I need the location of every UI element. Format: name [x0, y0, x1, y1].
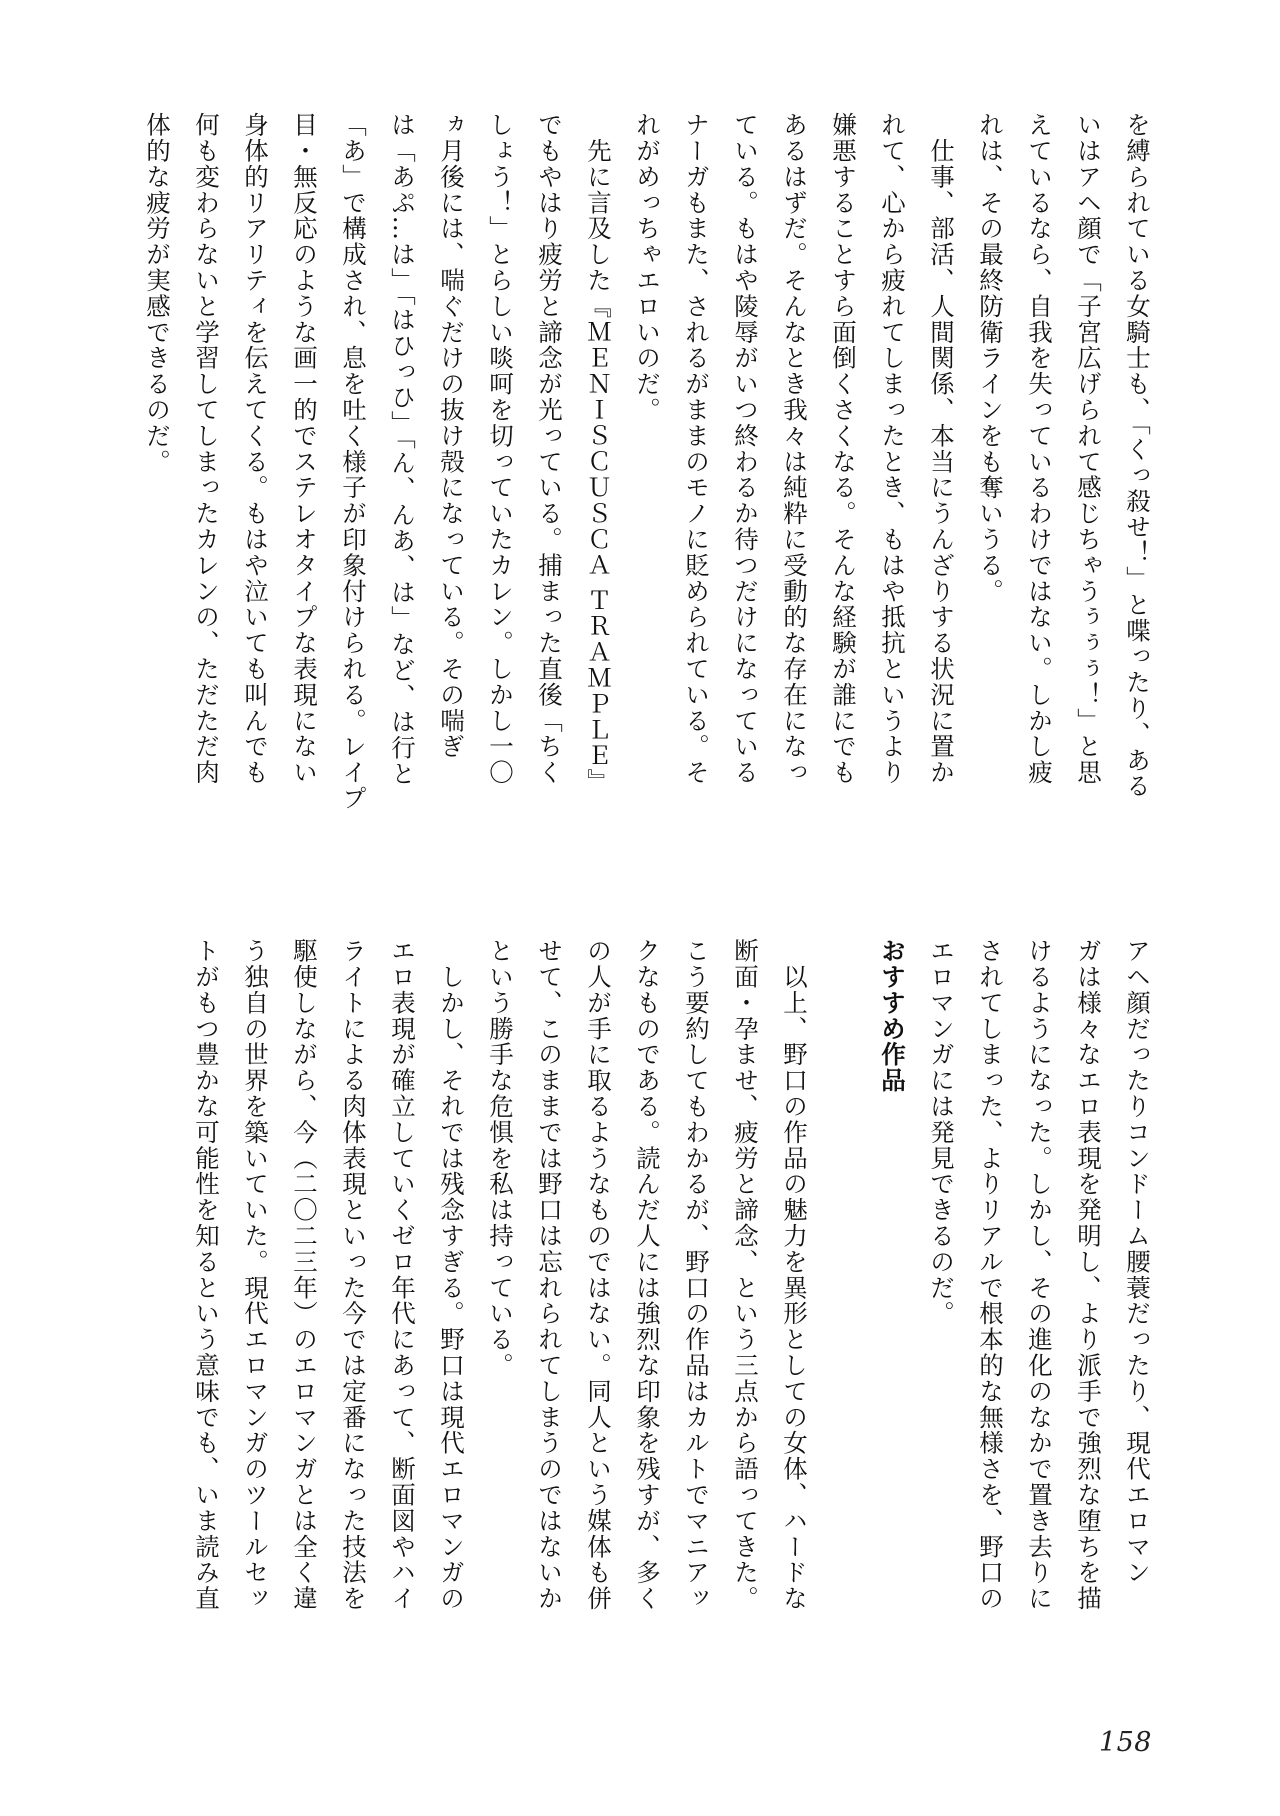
- text-line: エロ表現が確立していくゼロ年代にあって、断面図やハイ: [388, 938, 417, 1612]
- text-line: ガは様々なエロ表現を発明し、より派手で強烈な堕ちを描: [1074, 938, 1103, 1612]
- text-line: 断面・孕ませ、疲労と諦念、という三点から語ってきた。: [731, 938, 760, 1612]
- text-line: を縛られている女騎士も、「くっ殺せ！」と喋ったり、ある: [1123, 112, 1152, 800]
- text-line: 目・無反応のような画一的でステレオタイプな表現にない: [290, 112, 319, 786]
- text-line: しょう！」とらしい啖呵を切っていたカレン。しかし一〇: [486, 112, 515, 786]
- text-line: 仕事、部活、人間関係、本当にうんざりする状況に置か: [927, 112, 956, 786]
- text-line: トがもつ豊かな可能性を知るという意味でも、いま読み直: [192, 938, 221, 1612]
- text-line: れは、その最終防衛ラインをも奪いうる。: [976, 112, 1005, 605]
- text-line: いはアヘ顔で「子宮広げられて感じちゃうぅぅぅ！」と思: [1074, 112, 1103, 786]
- text-line: は「あぷ…は」「はひっひ」「ん、んあ、は」など、は行と: [388, 112, 417, 787]
- text-line: 何も変わらないと学習してしまったカレンの、ただただ肉: [192, 112, 221, 786]
- text-line: あるはずだ。そんなとき我々は純粋に受動的な存在になっ: [780, 112, 809, 786]
- text-line: エロマンガには発見できるのだ。: [927, 938, 956, 1327]
- text-line: 体的な疲労が実感できるのだ。: [143, 112, 172, 475]
- text-line: されてしまった、よりリアルで根本的な無様さを、野口の: [976, 938, 1005, 1612]
- text-line: 駆使しながら、今（二〇二三年）のエロマンガとは全く違: [290, 938, 319, 1612]
- text-line: けるようになった。しかし、その進化のなかで置き去りに: [1025, 938, 1054, 1612]
- text-line: えているなら、自我を失っているわけではない。しかし疲: [1025, 112, 1054, 786]
- text-line: ている。もはや陵辱がいつ終わるか待つだけになっている: [731, 112, 760, 786]
- text-line: う独自の世界を築いていた。現代エロマンガのツールセッ: [241, 938, 270, 1612]
- text-line: でもやはり疲労と諦念が光っている。捕まった直後「ちく: [535, 112, 564, 786]
- text-line: れて、心から疲れてしまったとき、もはや抵抗というより: [878, 112, 907, 786]
- text-line: せて、このままでは野口は忘れられてしまうのではないか: [535, 938, 564, 1612]
- page-number: 158: [1098, 1727, 1152, 1758]
- text-line: 身体的リアリティを伝えてくる。もはや泣いても叫んでも: [241, 112, 270, 786]
- text-line: ヵ月後には、喘ぐだけの抜け殻になっている。その喘ぎ: [437, 112, 466, 760]
- section-heading: おすすめ作品: [878, 938, 907, 1094]
- text-line: の人が手に取るようなものではない。同人という媒体も併: [584, 938, 613, 1612]
- text-line: こう要約してもわかるが、野口の作品はカルトでマニアッ: [682, 938, 711, 1612]
- text-line: ライトによる肉体表現といった今では定番になった技法を: [339, 938, 368, 1612]
- text-line: クなものである。読んだ人には強烈な印象を残すが、多く: [633, 938, 662, 1612]
- upper-text-block: [142, 112, 1162, 872]
- text-line: という勝手な危惧を私は持っている。: [486, 938, 515, 1379]
- text-line: 「あ」で構成され、息を吐く様子が印象付けられる。レイプ: [339, 112, 368, 812]
- text-line: アヘ顔だったりコンドーム腰蓑だったり、現代エロマン: [1123, 938, 1152, 1586]
- text-line: 嫌悪することすら面倒くさくなる。そんな経験が誰にでも: [829, 112, 858, 786]
- text-line: れがめっちゃエロいのだ。: [633, 112, 662, 423]
- text-line: 先に言及した『ＭＥＮＩＳＣＵＳＣＡ ＴＲＡＭＰＬＥ』: [584, 112, 613, 795]
- text-line: 以上、野口の作品の魅力を異形としての女体、ハードな: [780, 938, 809, 1612]
- lower-text-block: [142, 938, 1162, 1698]
- text-line: しかし、それでは残念すぎる。野口は現代エロマンガの: [437, 938, 466, 1612]
- text-line: ナーガもまた、されるがままのモノに貶められている。そ: [682, 112, 711, 786]
